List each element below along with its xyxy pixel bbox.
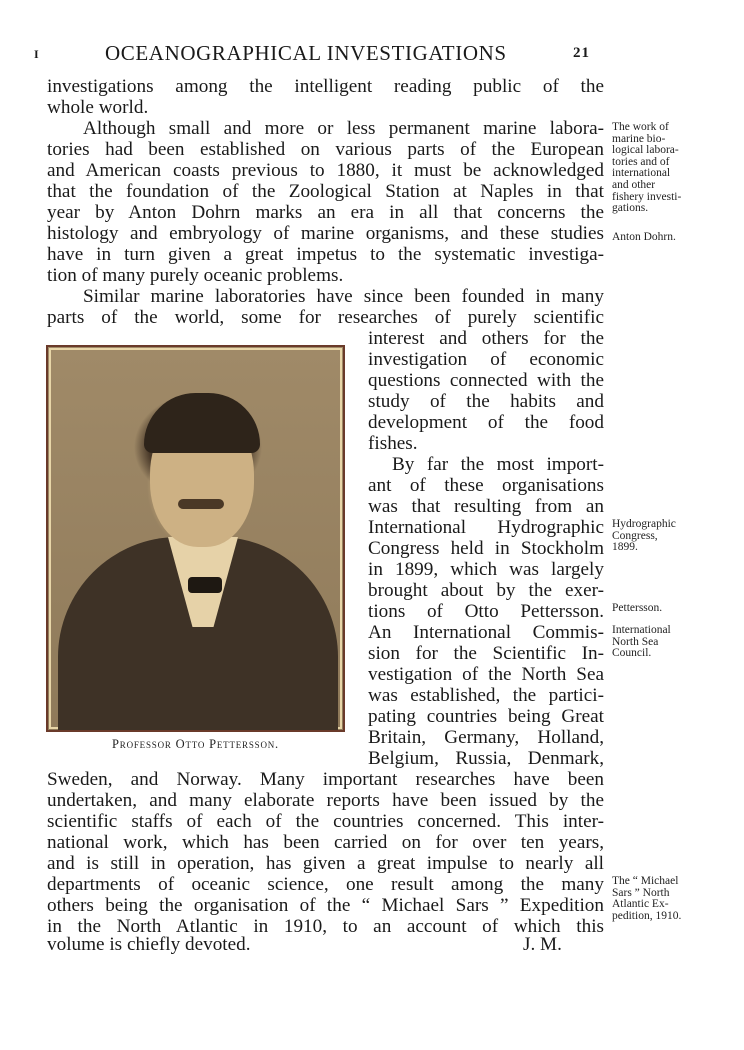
text-line: have in turn given a great impetus to the systematic investiga- <box>47 244 604 265</box>
text-line: histology and embryology of marine organisms, and these studies <box>47 223 604 244</box>
running-title: OCEANOGRAPHICAL INVESTIGATIONS <box>105 41 507 65</box>
text-line: scientific staffs of each of the countries concerned. This inter- <box>47 811 604 832</box>
text-line: parts of the world, some for researches of purely scientific <box>47 307 604 328</box>
portrait-hair <box>144 393 260 453</box>
text-line: investigations among the intelligent reading public of the <box>47 76 604 97</box>
text-line: undertaken, and many elaborate reports have been issued by the <box>47 790 604 811</box>
text-line: Belgium, Russia, Denmark, <box>368 748 604 769</box>
text-line: whole world. <box>47 97 149 118</box>
text-line: fishes. <box>368 433 418 454</box>
text-line: study of the habits and <box>368 391 604 412</box>
margin-note-marine-labs: The work of marine bio- logical labora- tories and of international and other fishery investi- gations. <box>612 121 682 215</box>
author-signature: J. M. <box>523 934 562 955</box>
portrait-tie <box>188 577 222 593</box>
text-line: Britain, Germany, Holland, <box>368 727 604 748</box>
text-line: vestigation of the North Sea <box>368 664 604 685</box>
text-line: development of the food <box>368 412 604 433</box>
margin-note-north-sea-council: International North Sea Council. <box>612 624 671 660</box>
text-line: Congress held in Stockholm <box>368 538 604 559</box>
chapter-numeral: I <box>34 47 40 61</box>
text-line: in the North Atlantic in 1910, to an account of which this <box>47 916 604 937</box>
margin-note-pettersson: Pettersson. <box>612 602 663 614</box>
text-line: national work, which has been carried on for over ten years, <box>47 832 604 853</box>
text-line: ant of these organisations <box>368 475 604 496</box>
margin-note-hydrographic-congress: Hydrographic Congress, 1899. <box>612 518 676 554</box>
text-line: By far the most import- <box>392 454 604 475</box>
text-line: in 1899, which was largely <box>368 559 604 580</box>
text-line: was that resulting from an <box>368 496 604 517</box>
text-line: tories had been established on various parts of the European <box>47 139 604 160</box>
portrait-moustache <box>178 499 224 509</box>
text-line: volume is chiefly devoted. <box>47 934 251 955</box>
text-line: was established, the partici- <box>368 685 604 706</box>
portrait-photo <box>46 345 345 732</box>
text-line: tions of Otto Pettersson. <box>368 601 604 622</box>
text-line: investigation of economic <box>368 349 604 370</box>
text-line: sion for the Scientific In- <box>368 643 604 664</box>
figure-caption: Professor Otto Pettersson. <box>112 737 279 751</box>
text-line: departments of oceanic science, one result among the many <box>47 874 604 895</box>
text-line: An International Commis- <box>368 622 604 643</box>
text-line: International Hydrographic <box>368 517 604 538</box>
text-line: brought about by the exer- <box>368 580 604 601</box>
page-number: 21 <box>573 45 590 61</box>
text-line: questions connected with the <box>368 370 604 391</box>
text-line: others being the organisation of the “ Michael Sars ” Expedition <box>47 895 604 916</box>
text-line: Similar marine laboratories have since been founded in many <box>83 286 604 307</box>
text-line: pating countries being Great <box>368 706 604 727</box>
text-line: tion of many purely oceanic problems. <box>47 265 344 286</box>
text-line: year by Anton Dohrn marks an era in all that concerns the <box>47 202 604 223</box>
text-line: Although small and more or less permanent marine labora- <box>83 118 604 139</box>
running-header <box>0 41 744 67</box>
text-line: that the foundation of the Zoological Station at Naples in that <box>47 181 604 202</box>
text-line: and is still in operation, has given a great impulse to nearly all <box>47 853 604 874</box>
text-line: interest and others for the <box>368 328 604 349</box>
text-line: Sweden, and Norway. Many important researches have been <box>47 769 604 790</box>
text-line: and American coasts previous to 1880, it must be acknowledged <box>47 160 604 181</box>
margin-note-michael-sars-expedition: The “ Michael Sars ” North Atlantic Ex- pedition, 1910. <box>612 875 682 922</box>
margin-note-anton-dohrn: Anton Dohrn. <box>612 231 676 243</box>
